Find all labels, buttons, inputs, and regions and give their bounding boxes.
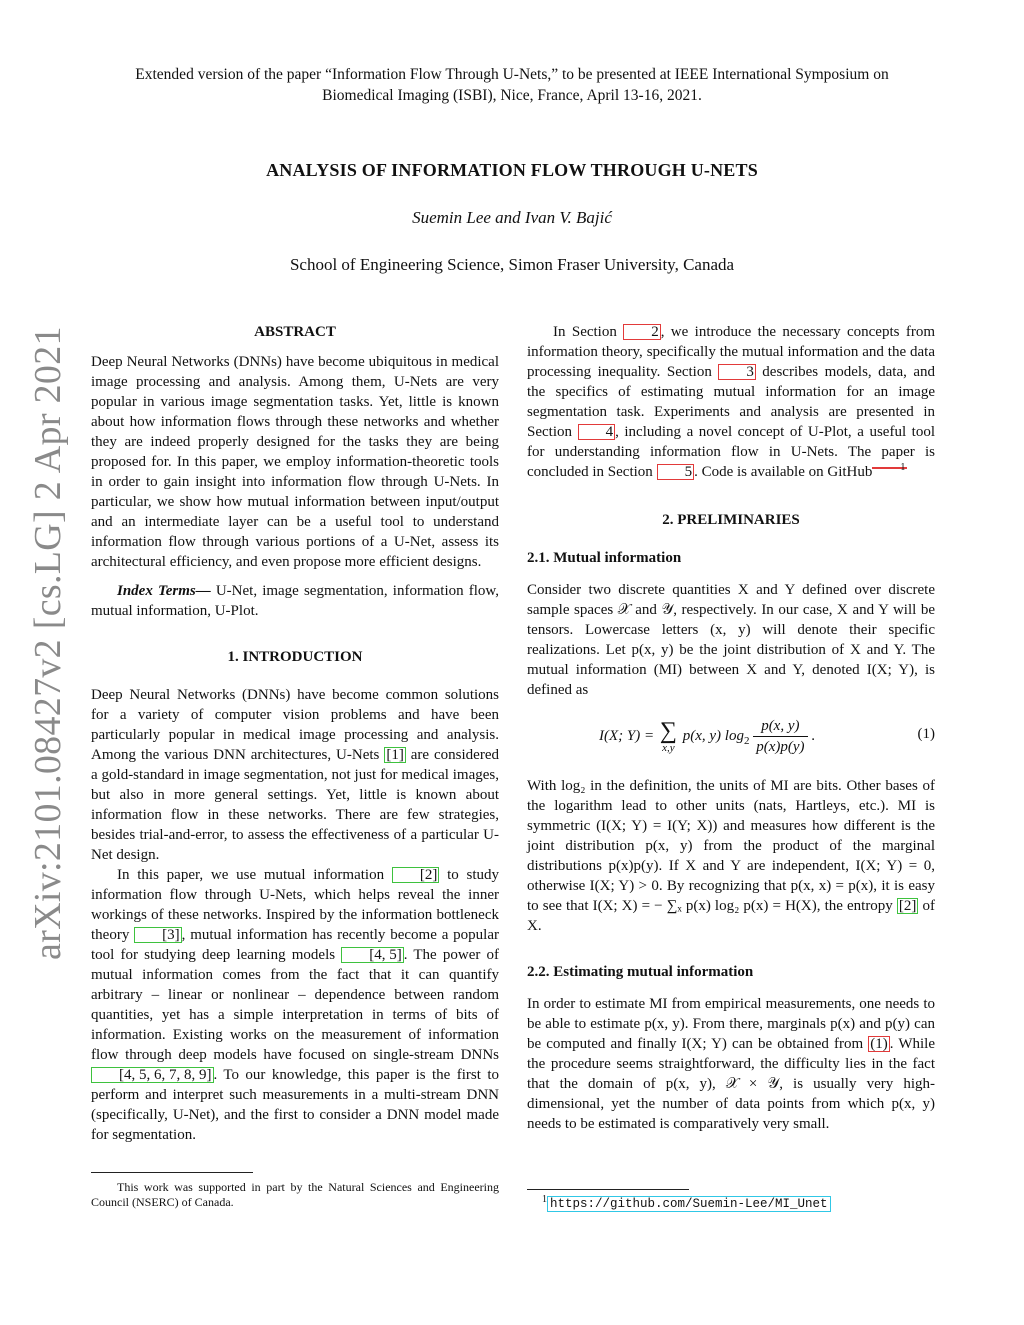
citation-link-2[interactable]: [2] [392,867,440,883]
mi-p2-text: With log₂ in the definition, the units of MI are bits. Other bases of the logarithm lead to other units (nats, Hartleys, etc.). MI is symmetric (I(X; Y) = I(Y; X)) and measures how different is the joint distribution p(x, y) from the product of the marginal distributions p(x)p(y). If X and Y are independent, I(X; Y) = 0, otherwise I(X; Y) > 0. By recognizing that p(x, x) = p(x), it is easy to see that I(X; X) = − ∑ₓ p(x) log₂ p(x) = H(X), the entropy [527,778,935,914]
equation-body [599,716,815,757]
mi-p2-text-end: of X. [527,898,935,934]
eq-mid: p(x, y) log [682,727,744,744]
eq-tail: . [811,727,815,744]
paper-title: ANALYSIS OF INFORMATION FLOW THROUGH U-NETS [266,160,758,180]
intro-p1-text-b: are considered a gold-standard in image segmentation, not just for medical images, but also in more general settings. Yet, little is known about information flow in these networks. There are few strategies, besides trial-and-error, to assess the effectiveness of a particular U-Net design. [91,747,499,863]
affiliation: School of Engineering Science, Simon Fraser University, Canada [289,255,735,274]
github-url-link[interactable]: https://github.com/Suemin-Lee/MI_Unet [547,1196,831,1212]
eq-log-base: 2 [743,734,750,747]
intro-p2-text-d: . The power of mutual information comes from the fact that it can quantify arbitrary – linear or nonlinear – dependence between random quantities, yet has a simple interpretation in terms of bits of information. Existing works on the measurement of information flow through deep models have focused on single-stream DNNs [91,947,500,1063]
intro-p2-text-a: In this paper, we use mutual information [117,867,392,883]
footnote-link-1[interactable]: 1 [872,467,907,469]
section-link-4[interactable]: 4 [578,424,616,440]
left-footnote-rule [91,1172,253,1173]
eq-numerator: p(x, y) [753,716,807,737]
intro-p2-text-c: , mutual information has recently become a popular tool for studying deep learning models [91,927,499,963]
eq-fraction [753,716,807,757]
overview-text-e: . Code is available on GitHub [694,464,873,480]
preheader-line2: Biomedical Imaging (ISBI), Nice, France, April 13-16, 2021. [322,87,702,104]
eq-lhs: I(X; Y) = [599,727,655,744]
right-column [527,322,935,1134]
index-terms-text: U-Net, image segmentation, information flow, mutual information, U-Plot. [91,583,499,619]
mi-paragraph-2 [527,776,935,936]
overview-text-b: , we introduce the necessary concepts from information theory, specifically the mutual information and the data processing inequality. Section [527,324,935,380]
index-terms-label: Index Terms— [117,583,211,599]
intro-heading: 1. INTRODUCTION [227,649,363,665]
intro-p2-text-e: . To our knowledge, this paper is the first to perform and interpret such measurements in a multi-stream DNN (specifically, U-Net), and the first to consider a DNN model made for segmentation. [91,1067,499,1143]
right-footnote-rule [527,1189,689,1190]
eq-sum-subscript: x,y [662,742,675,754]
preheader [60,64,964,106]
right-footnote [542,1196,942,1212]
overview-text-d: , including a novel concept of U-Plot, a useful tool for understanding information flow in U-Nets. The paper is concluded in Section [527,424,936,480]
citation-link-3[interactable]: [3] [134,927,182,943]
preheader-line1: Extended version of the paper “Information Flow Through U-Nets,” to be presented at IEEE International Symposium on [135,66,889,83]
overview-text-c: describes models, data, and the specifics of estimating mutual information for an image segmentation task. Experiments and analysis are presented in Section [527,364,935,440]
mi-paragraph-1: Consider two discrete quantities X and Y defined over discrete sample spaces 𝒳 and 𝒴, respectively. In our case, X and Y will be tensors. Lowercase letters (x, y) will denote their specific realizations. Let p(x, y) be the joint distribution of X and Y. The mutual information (MI) between X and Y, denoted I(X; Y), is defined as [527,582,935,698]
overview-text-a: In Section [553,324,624,340]
intro-paragraph-1 [91,685,499,865]
intro-paragraph-2 [91,865,499,1145]
eq-sum-symbol: ∑ [659,718,677,744]
intro-p1-text-a: Deep Neural Networks (DNNs) have become common solutions for a variety of computer vision problems and have been particularly popular in medical image processing and analysis. Among the various DNN architectures, U-Nets [91,687,499,763]
estimating-mi-paragraph [527,994,935,1134]
est-text-b: . While the procedure seems straightforward, the difficulty lies in the fact that the domain of p(x, y), 𝒳 × 𝒴, is usually very high-dimensional, yet the number of data points from which p(x, y) needs to be estimated is comparatively very small. [527,1036,935,1132]
right-footnote-number: 1 [542,1194,547,1205]
authors: Suemin Lee and Ivan V. Bajić [412,208,612,227]
abstract-text: Deep Neural Networks (DNNs) have become ubiquitous in medical image processing and analysis. Among them, U-Nets are very popular in various image segmentation tasks. Yet, little is known about how information flows through these networks and whether they are indeed properly designed for the tasks they are being proposed for. In this paper, we employ information-theoretic tools in order to gain insight into information flow through U-Nets. In particular, we show how mutual information between input/output and an intermediate layer can be a useful tool to understand information flow through various portions of a U-Net, assess its architectural efficiency, and even propose more efficient designs. [91,354,499,570]
equation-number: (1) [917,726,935,742]
left-footnote: This work was supported in part by the Natural Sciences and Engineering Council (NSERC) of Canada. [91,1180,499,1209]
eq-sum [660,719,677,754]
citation-link-4-5[interactable]: [4, 5] [341,947,404,963]
section-overview-paragraph [527,322,935,482]
section-link-3[interactable]: 3 [718,364,756,380]
intro-p2-text-b: to study information flow through U-Nets, which helps reveal the inner workings of these networks. Inspired by the information bottleneck theory [91,867,499,943]
citation-link-1[interactable]: [1] [386,747,404,763]
mutual-information-heading: 2.1. Mutual information [527,550,682,566]
estimating-mi-heading: 2.2. Estimating mutual information [527,964,754,980]
preliminaries-heading: 2. PRELIMINARIES [662,512,800,528]
equation-1 [527,702,935,772]
section-link-2[interactable]: 2 [623,324,661,340]
eq-denominator: p(x)p(y) [756,739,805,755]
section-link-5[interactable]: 5 [657,464,695,480]
left-column [91,322,499,1145]
citation-link-4-9[interactable]: [4, 5, 6, 7, 8, 9] [91,1067,214,1083]
abstract-heading: ABSTRACT [254,324,336,340]
arxiv-watermark: arXiv:2101.08427v2 [cs.LG] 2 Apr 2021 [27,326,69,960]
index-terms [91,581,499,621]
equation-link-1[interactable]: (1) [870,1036,888,1052]
est-text-a: In order to estimate MI from empirical measurements, one needs to be able to estimate p(x, y). From there, marginals p(x) and p(y) can be computed and finally I(X; Y) can be obtained from [527,996,935,1052]
citation-link-2b[interactable]: [2] [898,898,917,914]
